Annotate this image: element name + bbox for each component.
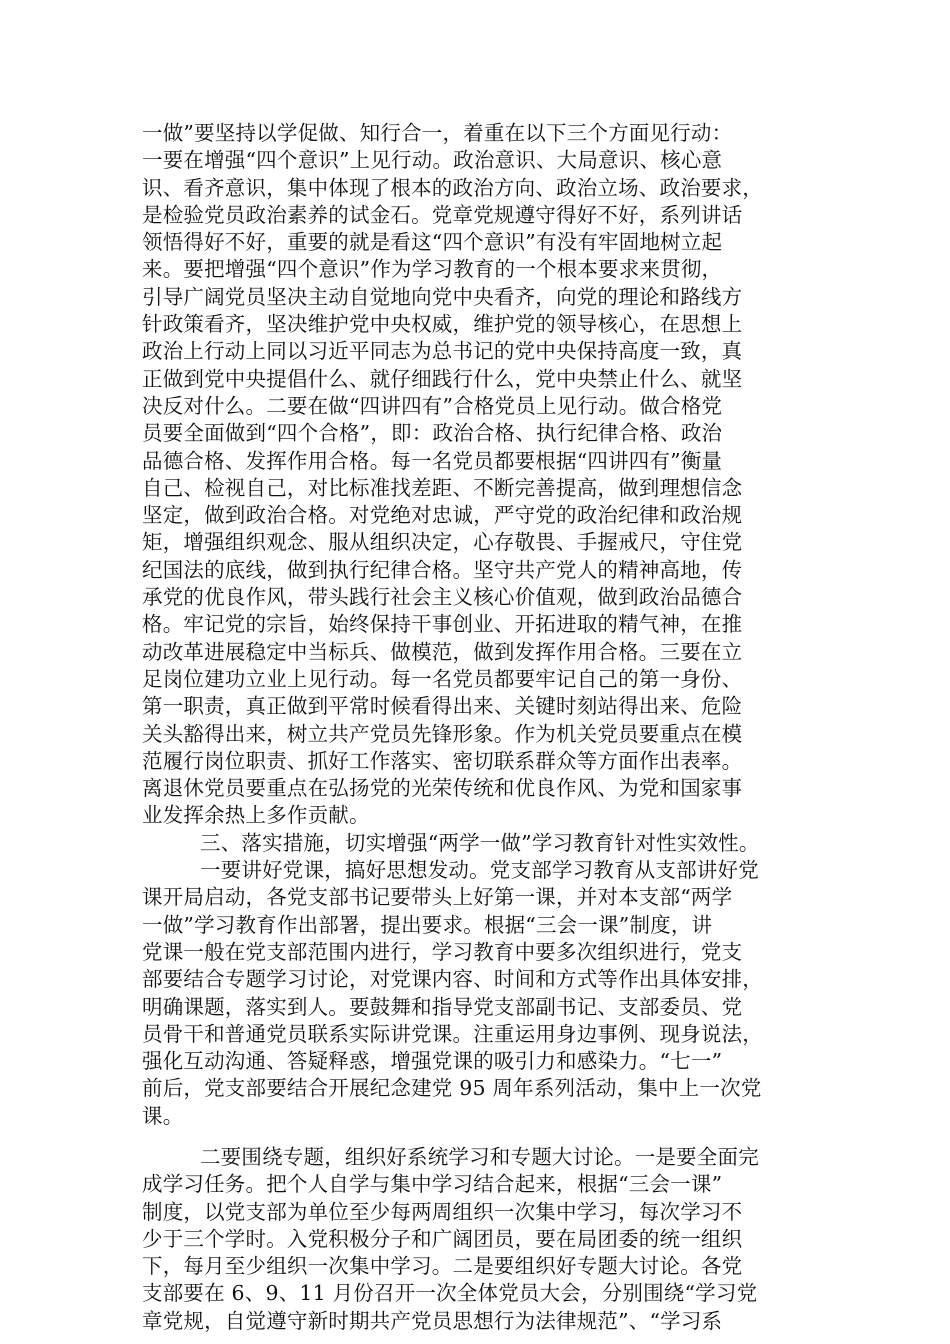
text-line: 品德合格、发挥作用合格。每一名党员都要根据“四讲四有”衡量 <box>142 448 723 473</box>
text-line: 识、看齐意识，集中体现了根本的政治方向、政治立场、政治要求， <box>142 175 763 200</box>
text-line: 二要围绕专题，组织好系统学习和专题大讨论。一是要全面完 <box>200 1144 759 1169</box>
paragraph-study-topics <box>142 1144 822 1335</box>
text-line: 是检验党员政治素养的试金石。党章党规遵守得好不好，系列讲话 <box>142 202 743 227</box>
text-line: 一要讲好党课，搞好思想发动。党支部学习教育从支部讲好党 <box>200 858 759 883</box>
text-line: 业发挥余热上多作贡献。 <box>142 803 370 828</box>
text-line: 针政策看齐，坚决维护党中央权威，维护党的领导核心，在思想上 <box>142 312 743 337</box>
text-line: 一做”要坚持以学促做、知行合一，着重在以下三个方面见行动： <box>142 121 733 145</box>
text-line: 强化互动沟通、答疑释惑，增强党课的吸引力和感染力。“七一” <box>142 1049 723 1074</box>
text-line: 课。 <box>142 1103 184 1128</box>
text-line: 明确课题，落实到人。要鼓舞和指导党支部副书记、支部委员、党 <box>142 994 743 1019</box>
text-line: 党课一般在党支部范围内进行，学习教育中要多次组织进行，党支 <box>142 939 743 964</box>
text-line: 下，每月至少组织一次集中学习。二是要组织好专题大讨论。各党 <box>142 1254 743 1279</box>
paragraph-actions <box>142 120 822 830</box>
text-line: 来。要把增强“四个意识”作为学习教育的一个根本要求来贯彻， <box>142 257 723 282</box>
text-line: 政治上行动上同以习近平同志为总书记的党中央保持高度一致，真 <box>142 339 743 364</box>
section-heading: 三、落实措施，切实增强“两学一做”学习教育针对性实效性。 <box>200 830 760 855</box>
text-line: 员要全面做到“四个合格”，即：政治合格、执行纪律合格、政治 <box>142 421 723 446</box>
text-line: 少于三个学时。入党积极分子和广阔团员，要在局团委的统一组织 <box>142 1226 743 1251</box>
text-line: 一要在增强“四个意识”上见行动。政治意识、大局意识、核心意 <box>142 148 723 173</box>
text-line: 成学习任务。把个人自学与集中学习结合起来，根据“三会一课” <box>142 1172 723 1197</box>
text-line: 承党的优良作风，带头践行社会主义核心价值观，做到政治品德合 <box>142 585 743 610</box>
text-line: 支部要在 6、9、11 月份召开一次全体党员大会，分别围绕“学习党 <box>142 1281 758 1306</box>
text-line: 自己、检视自己，对比标准找差距、不断完善提高，做到理想信念 <box>142 475 743 500</box>
text-line: 课开局启动，各党支部书记要带头上好第一课，并对本支部“两学 <box>142 885 733 910</box>
text-line: 前后，党支部要结合开展纪念建党 95 周年系列活动，集中上一次党 <box>142 1076 762 1101</box>
text-line: 坚定，做到政治合格。对党绝对忠诚，严守党的政治纪律和政治规 <box>142 503 743 528</box>
paragraph-party-lecture <box>142 857 822 1130</box>
text-line: 决反对什么。二要在做“四讲四有”合格党员上见行动。做合格党 <box>142 393 723 418</box>
text-line: 领悟得好不好，重要的就是看这“四个意识”有没有牢固地树立起 <box>142 230 723 255</box>
paragraph-spacer <box>142 1130 822 1144</box>
text-line: 第一职责，真正做到平常时候看得出来、关键时刻站得出来、危险 <box>142 694 743 719</box>
text-line: 离退休党员要重点在弘扬党的光荣传统和优良作风、为党和国家事 <box>142 776 743 801</box>
text-line: 章党规，自觉遵守新时期共产党员思想行为法律规范”、“学习系 <box>142 1308 723 1333</box>
text-line: 引导广阔党员坚决主动自觉地向党中央看齐，向党的理论和路线方 <box>142 284 743 309</box>
text-line: 范履行岗位职责、抓好工作落实、密切联系群众等方面作出表率。 <box>142 748 743 773</box>
text-line: 制度，以党支部为单位至少每两周组织一次集中学习，每次学习不 <box>142 1199 743 1224</box>
document-body <box>142 120 822 1335</box>
text-line: 动改革进展稳定中当标兵、做模范，做到发挥作用合格。三要在立 <box>142 639 743 664</box>
text-line: 正做到党中央提倡什么、就仔细践行什么，党中央禁止什么、就坚 <box>142 366 743 391</box>
text-line: 关头豁得出来，树立共产党员先锋形象。作为机关党员要重点在模 <box>142 721 743 746</box>
text-line: 一做”学习教育作出部署，提出要求。根据“三会一课”制度，讲 <box>142 912 713 937</box>
text-line: 矩，增强组织观念、服从组织决定，心存敬畏、手握戒尺，守住党 <box>142 530 743 555</box>
text-line: 部要结合专题学习讨论，对党课内容、时间和方式等作出具体安排， <box>142 967 763 992</box>
text-line: 纪国法的底线，做到执行纪律合格。坚守共产党人的精神高地，传 <box>142 557 743 582</box>
text-line: 足岗位建功立业上见行动。每一名党员都要牢记自己的第一身份、 <box>142 666 743 691</box>
text-line: 格。牢记党的宗旨，始终保持干事创业、开拓进取的精气神，在推 <box>142 612 743 637</box>
text-line: 员骨干和普通党员联系实际讲党课。注重运用身边事例、现身说法， <box>142 1021 763 1046</box>
